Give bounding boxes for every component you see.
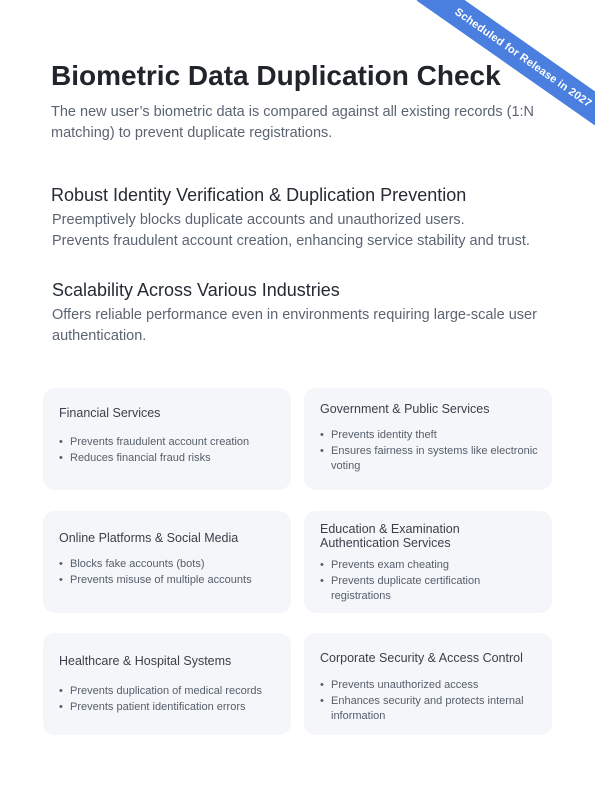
card-healthcare-hospital	[43, 633, 291, 735]
list-item: • Reduces financial fraud risks	[59, 451, 277, 467]
card-title: Government & Public Services	[320, 402, 490, 416]
list-item: • Prevents patient identification errors	[59, 700, 277, 716]
section-line: Prevents fraudulent account creation, enhancing service stability and trust.	[52, 233, 530, 249]
release-ribbon: Scheduled for Release in 2027	[417, 0, 595, 138]
section-heading-verification: Robust Identity Verification & Duplication Prevention	[51, 185, 467, 205]
card-title: Healthcare & Hospital Systems	[59, 654, 232, 668]
card-title: Corporate Security & Access Control	[320, 651, 523, 665]
card-title: Financial Services	[59, 406, 161, 420]
card-online-platforms	[43, 511, 291, 613]
list-item: • Prevents duplication of medical records	[59, 684, 277, 700]
card-list	[59, 557, 277, 588]
list-item: • Enhances security and protects internal information	[320, 694, 538, 725]
list-item: • Prevents fraudulent account creation	[59, 435, 277, 451]
list-item: • Blocks fake accounts (bots)	[59, 557, 277, 573]
list-item: • Ensures fairness in systems like electronic voting	[320, 444, 538, 475]
list-item: • Prevents unauthorized access	[320, 678, 538, 694]
section-line: Offers reliable performance even in environments requiring large-scale user authentication.	[52, 307, 537, 344]
card-education-examination	[304, 511, 552, 613]
card-title: Online Platforms & Social Media	[59, 531, 239, 545]
card-financial-services	[43, 388, 291, 490]
card-list	[59, 684, 277, 715]
card-corporate-security	[304, 633, 552, 735]
intro-text: The new user’s biometric data is compared against all existing records (1:N matching) to prevent duplicate registrations.	[51, 104, 535, 141]
section-heading-scalability: Scalability Across Various Industries	[52, 280, 340, 300]
release-ribbon-container	[395, 0, 595, 200]
card-list	[59, 435, 277, 466]
list-item: • Prevents duplicate certification registrations	[320, 574, 538, 605]
section-line: Preemptively blocks duplicate accounts and unauthorized users.	[52, 212, 465, 228]
list-item: • Prevents misuse of multiple accounts	[59, 573, 277, 589]
card-list	[320, 428, 538, 475]
card-government-public-services	[304, 388, 552, 490]
list-item: • Prevents identity theft	[320, 428, 538, 444]
list-item: • Prevents exam cheating	[320, 558, 538, 574]
card-list	[320, 558, 538, 605]
card-list	[320, 678, 538, 725]
page-title: Biometric Data Duplication Check	[51, 60, 501, 91]
card-title: Education & Examination Authentication Services	[320, 522, 460, 550]
